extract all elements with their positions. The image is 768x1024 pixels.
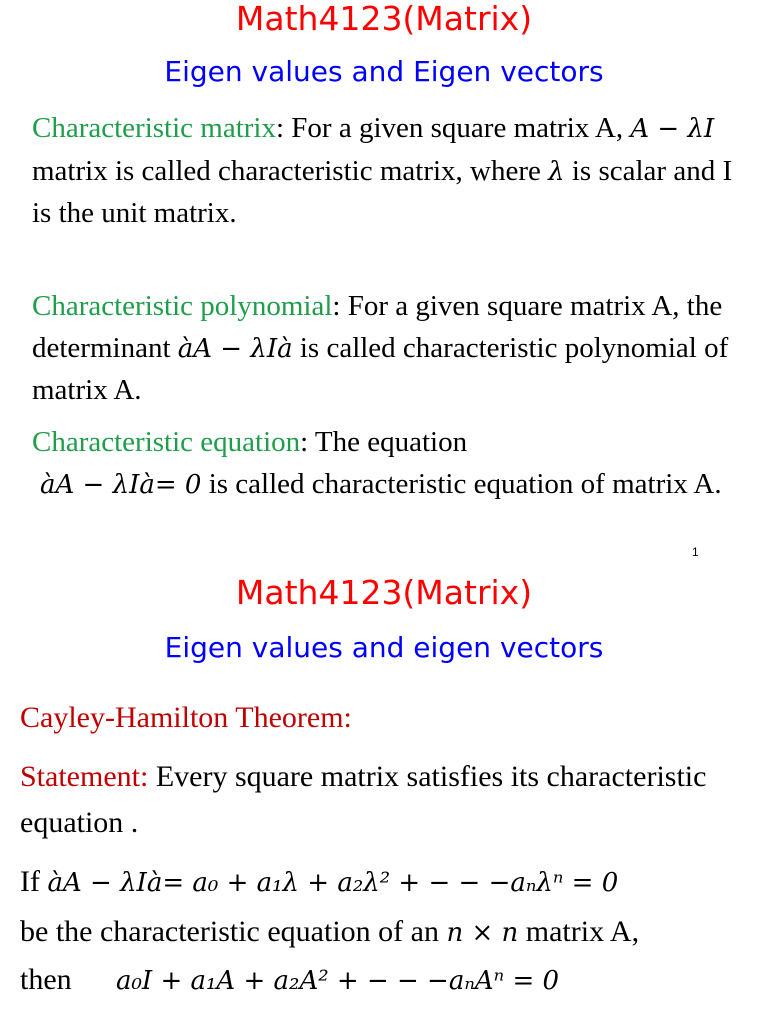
math-expression: àA − λIà= 0 bbox=[40, 469, 202, 500]
slide-title: Math4123(Matrix) bbox=[235, 573, 533, 612]
slide-subtitle: Eigen values and eigen vectors bbox=[164, 631, 604, 664]
theorem-statement bbox=[20, 754, 760, 846]
slide-2 bbox=[0, 560, 768, 1024]
term-characteristic-equation: Characteristic equation bbox=[32, 426, 301, 458]
definition-text: is scalar and I is the unit matrix. bbox=[32, 154, 733, 229]
page-number: 1 bbox=[692, 545, 699, 559]
condition-continuation bbox=[20, 908, 760, 957]
definition-text: : For a given square matrix A, bbox=[275, 112, 631, 144]
definition-text: : The equation bbox=[300, 426, 468, 458]
then-word: then bbox=[20, 963, 72, 996]
cayley-hamilton-equation: a₀I + a₁A + a₂A² + − − −aₙAⁿ = 0 bbox=[116, 966, 560, 996]
conclusion-line bbox=[20, 956, 760, 1005]
term-characteristic-matrix: Characteristic matrix bbox=[32, 112, 276, 144]
condition-text: be the characteristic equation of an bbox=[20, 915, 447, 948]
term-characteristic-polynomial: Characteristic polynomial bbox=[32, 290, 333, 322]
math-expression: A − λI bbox=[630, 114, 715, 144]
characteristic-polynomial-definition bbox=[32, 286, 742, 412]
condition-line bbox=[20, 858, 760, 907]
definition-text: is called characteristic polynomial of matrix A. bbox=[32, 331, 729, 406]
theorem-heading: Cayley-Hamilton Theorem: bbox=[20, 701, 352, 734]
math-lambda: λ bbox=[548, 156, 565, 187]
math-n-by-n: n × n bbox=[446, 918, 519, 948]
definition-text: : For a given square matrix A, the determinant bbox=[32, 290, 723, 364]
condition-text: matrix A, bbox=[518, 915, 640, 948]
slide-subtitle: Eigen values and Eigen vectors bbox=[164, 55, 604, 88]
math-expression: àA − λIà bbox=[177, 333, 293, 364]
characteristic-equation-expansion: àA − λIà= a₀ + a₁λ + a₂λ² + − − −aₙλⁿ = 0 bbox=[47, 868, 619, 898]
if-word: If bbox=[20, 865, 48, 898]
statement-label: Statement: bbox=[20, 760, 149, 793]
statement-text: Every square matrix satisfies its characteristic equation . bbox=[20, 760, 707, 839]
slide-title: Math4123(Matrix) bbox=[235, 0, 533, 38]
definition-text: is called characteristic equation of matrix A. bbox=[201, 467, 722, 500]
characteristic-matrix-definition bbox=[32, 108, 742, 235]
characteristic-equation-definition bbox=[32, 422, 742, 506]
definition-text: matrix is called characteristic matrix, where bbox=[32, 154, 549, 187]
